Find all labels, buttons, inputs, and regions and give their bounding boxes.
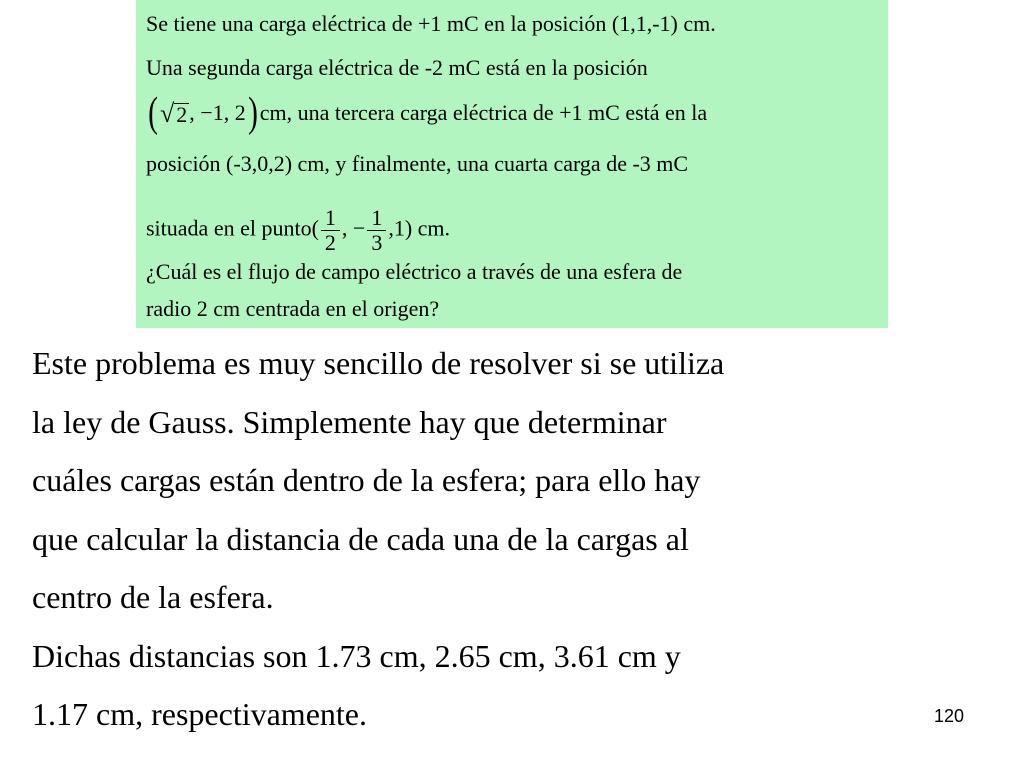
fraction-numerator: 1 [321,206,340,231]
problem-line-with-fractions [146,206,450,255]
problem-statement-box [136,0,888,328]
page-number: 120 [933,706,964,726]
open-parenthesis: ( [148,90,158,136]
close-parenthesis: ) [247,90,258,136]
coordinates-rest: , −1, 2 [189,100,246,125]
solution-line: centro de la esfera. [32,579,274,615]
solution-text [32,334,1012,744]
fraction-one-half [321,206,340,255]
problem-question-line: ¿Cuál es el flujo de campo eléctrico a través de una esfera de [146,259,683,284]
problem-question-line: radio 2 cm centrada en el origen? [146,296,440,321]
fraction-one-third [367,206,386,255]
solution-line: Este problema es muy sencillo de resolver si se utiliza [32,345,725,381]
solution-line: Dichas distancias son 1.73 cm, 2.65 cm, 3.61 cm y [32,637,681,674]
square-root [160,101,189,128]
radical-sign: √ [160,99,175,129]
solution-line: que calcular la distancia de cada una de la cargas al [32,520,689,557]
solution-line: la ley de Gauss. Simplemente hay que determinar [32,403,667,440]
problem-line: Se tiene una carga eléctrica de +1 mC en la posición (1,1,-1) cm. [146,11,716,36]
problem-line: Una segunda carga eléctrica de -2 mC está en la posición [146,55,648,80]
fraction-numerator: 1 [367,206,386,231]
radicand: 2 [176,102,188,128]
fraction-separator: , − [341,215,366,241]
problem-line-with-math [146,90,708,136]
solution-line: cuáles cargas están dentro de la esfera; para ello hay [32,462,701,498]
solution-line: 1.17 cm, respectivamente. [32,696,367,732]
point-suffix: ,1) cm. [388,215,451,241]
problem-line: posición (-3,0,2) cm, y finalmente, una cuarta carga de -3 mC [146,151,689,176]
fraction-denominator: 2 [324,230,336,255]
problem-line-text: cm, una tercera carga eléctrica de +1 mC está en la [259,100,708,125]
point-prefix: situada en el punto( [146,215,319,241]
fraction-denominator: 3 [371,230,383,255]
